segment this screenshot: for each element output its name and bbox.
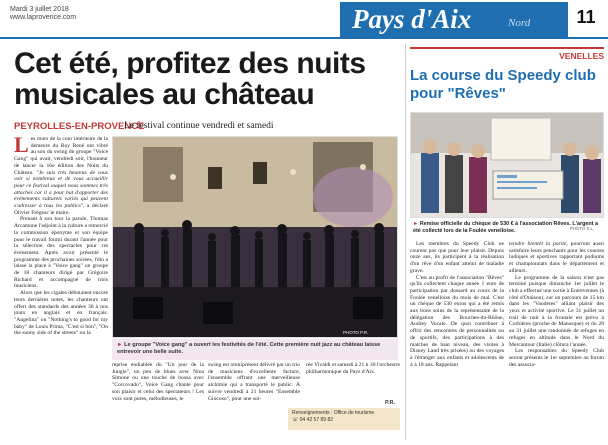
column-text: ", a déclaré Olivier Frégeac le maire.	[14, 203, 108, 216]
section-subtitle: Nord	[508, 17, 531, 29]
sidebar-caption-text: Remise officielle du chèque de 530 € à l'association Rêves. L'argent a été collecté lors de la Foulée venelloise.	[413, 221, 598, 234]
byline: P.R.	[385, 400, 395, 406]
article-headline	[14, 48, 392, 110]
caption-marker-icon: ►	[413, 221, 419, 227]
info-box	[288, 408, 400, 430]
article-deck: Le festival continue vendredi et samedi	[124, 121, 274, 131]
sidebar-label-text: VENELLES	[559, 51, 604, 61]
sidebar-section-label	[410, 47, 604, 61]
sidebar-photo-credit: PHOTO S.L.	[570, 226, 595, 231]
page-number: 11	[576, 7, 596, 27]
caption-marker-icon: ►	[117, 342, 123, 348]
sidebar-photo	[410, 112, 604, 218]
column-divider	[405, 44, 406, 440]
mayor-quote: Je suis très heureux de vous voir si nombreux et de vous accueillir pour ce festival auquel nous sommes très attachés car il a pour but d'apporter des événements culturels variés qui peuvent s'adresser à tous les publics	[14, 169, 108, 210]
info-phone-number: 04 42 57 89 82	[299, 416, 334, 423]
column-paragraph: Alors que les cigales débutaient encore leurs dernières notes, les chanteurs ont offert des standards des années 30 à nos jours en anglais et en français. "Angelina" ou "Nothing's to good for my baby" de Louis Prima, "C'est si bon", "On the sunny side of the streets" ou la	[14, 290, 108, 337]
info-label: Renseignements : Office de tourisme	[292, 410, 375, 416]
article-kicker: PEYROLLES-EN-PROVENCE	[14, 121, 145, 132]
parity-quote: teindre bientôt la parité	[509, 241, 567, 247]
photo-caption	[112, 339, 398, 360]
article-column-1	[14, 136, 108, 440]
sidebar-column-1	[410, 241, 504, 441]
sidebar-column-2	[509, 241, 604, 441]
column-text: , pourront aussi satisfaire leurs penchants pour les courses ludiques et sportives rapportant podiums et championnats dans le département et ailleurs.	[509, 241, 604, 274]
sidebar-photo-image	[411, 113, 604, 218]
photo-caption-text: Le groupe "Voice gang" a ouvert les festivités de l'été. Cette première nuit jazz au château laisse entrevoir une belle suite.	[117, 342, 381, 355]
column-paragraph: Les responsables du Speedy Club seront présents le 1er septembre au forum des associa-	[509, 348, 604, 368]
column-paragraph: Prenant à son tour la parole, Thomas Arcamone l'adjoint à la culture a remercié la commission éponyme et son équipe pour le travail fourni durant l'année pour la sélection des spectacles pour cet événement. Après avoir présenté le programme des prochaines soirées, l'élu a laissé la place à "Voice gang" un groupe de 18 chanteurs dirigé par Grégoire Richard et accompagné de trois musiciens.	[14, 216, 108, 290]
drop-cap: L	[14, 136, 29, 157]
column-paragraph: C'est au profit de l'association "Rêves" qu'ils collectent chaque année 1 euro de participation par dossard au cours de la Foulée venelloise du mois de mai. C'est un chèque de 530 euros qui a été remis aux bons soins de la représentante de la délégation des Bouches-du-Rhône, Audrey Vocale. De quoi contribuer à offrir des rencontres de personnalités ou de sportifs, des participations à des matches de haut niveau, des visites à Disney Land très prisées) ou des voyages à l'étranger aux enfants et adolescents de 4 à 18 ans. Rappelant	[410, 274, 504, 368]
sidebar-headline: La course du Speedy club pour "Rêves"	[410, 67, 596, 102]
article-column-4: rée Vivaldi et samedi à 21 h 30 l'orchestre philharmonique du Pays d'Aix.	[306, 362, 400, 375]
section-title: Pays d'Aix	[352, 4, 472, 34]
photo-credit: PHOTO P.R.	[343, 330, 369, 335]
column-paragraph: Les membres du Speedy Club ne courent pas que pour leur plaisir. Depuis onze ans, ils participent à la réalisation d'un rêve d'un enfant atteint de maladie grave.	[410, 241, 504, 274]
info-phone: ☏ 04 42 57 89 82	[292, 416, 334, 423]
article-column-3: swing est omniprésent délivré par un trio de musiciens d'excellente facture, l'ensemble offrant une merveilleuse alchimie qui a transporté le public. À suivre vendredi à 21 heures "Ensemble Giocoso", pour une soi-	[208, 362, 300, 402]
concert-photo	[112, 136, 398, 338]
column-text: es murs de la cour intérieure de la demeure du Roy René ont vibré au son du swing du groupe "Voice Gang" qui avait, vendredi soir, l'honneur de lancer la 16e édition des Nuits du Château. "	[14, 136, 108, 176]
article-column-2: reprise endiablée du "Un jour de la Jungle", un peu de blues avec Nina Simone ou une touche de bossa avec "Corcovado", Voice Gang chante pour son plaisir et celui des spectateurs ! Les voix sont pures, mélodieuses, le	[112, 362, 204, 402]
issue-date: Mardi 3 juillet 2018	[10, 6, 69, 13]
headline-line-1: Cet été, profitez des nuits	[14, 47, 366, 80]
site-url[interactable]: www.laprovence.com	[10, 14, 77, 21]
concert-photo-image	[113, 137, 398, 338]
column-paragraph: Le programme de la saison n'est pas terminé puisque dimanche 1er juillet le club a effectué une sortie à Entrevennes (à côté d'Oraison), sur un parcours de 15 km dans les "Vaudères" alliant plaisir des yeux et activité sportive. Le 31 juillet un trail de nuit à la frontale est prévu à Corbières (proche de Manosque) et du 28 au 31 juillet une randonnée de refuges en refuges en altitude dans le Nord du Mercantour (Italie) clôtura l'année.	[509, 274, 604, 348]
headline-line-2: musicales au château	[14, 78, 315, 111]
